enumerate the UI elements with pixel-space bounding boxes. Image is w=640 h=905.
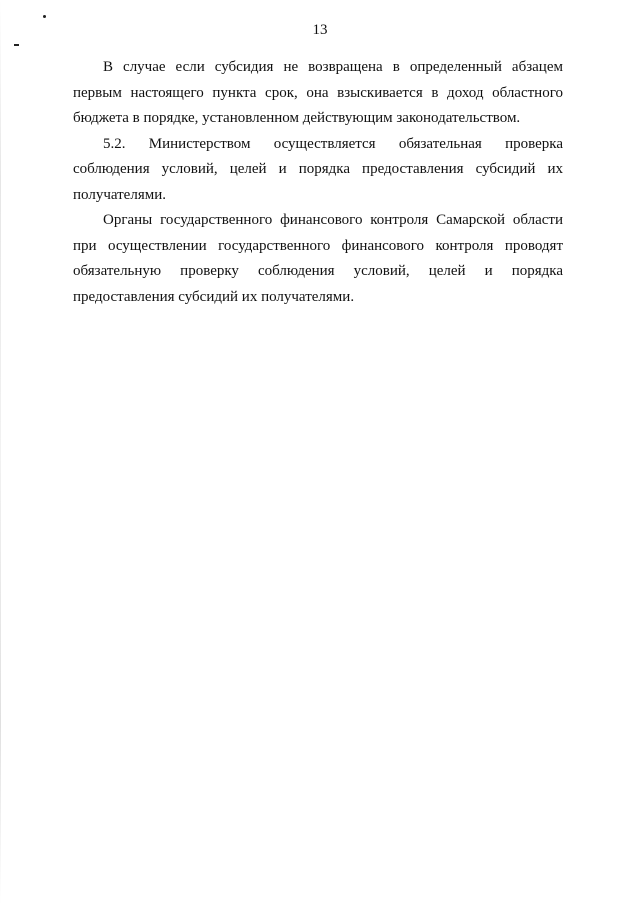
scan-mark bbox=[14, 44, 19, 46]
scan-speck bbox=[43, 15, 46, 18]
paragraph-financial-control: Органы государственного финансового контроля Самарской области при осуществлении государственного финансового контроля проводят обязательную проверку соблюдения условий, целей и порядка предоставления субсидий их получателями. bbox=[73, 212, 563, 305]
page-number: 13 bbox=[312, 22, 328, 38]
scan-edge bbox=[0, 0, 1, 905]
paragraph-5-2: 5.2. Министерством осуществляется обязательная проверка соблюдения условий, целей и порядка предоставления субсидий их получателями. bbox=[73, 135, 563, 203]
paragraph-subsidy-return: В случае если субсидия не возвращена в определенный абзацем первым настоящего пункта срок, она взыскивается в доход областного бюджета в порядке, установленном действующим законодательством. bbox=[73, 59, 563, 126]
document-body bbox=[73, 55, 563, 310]
